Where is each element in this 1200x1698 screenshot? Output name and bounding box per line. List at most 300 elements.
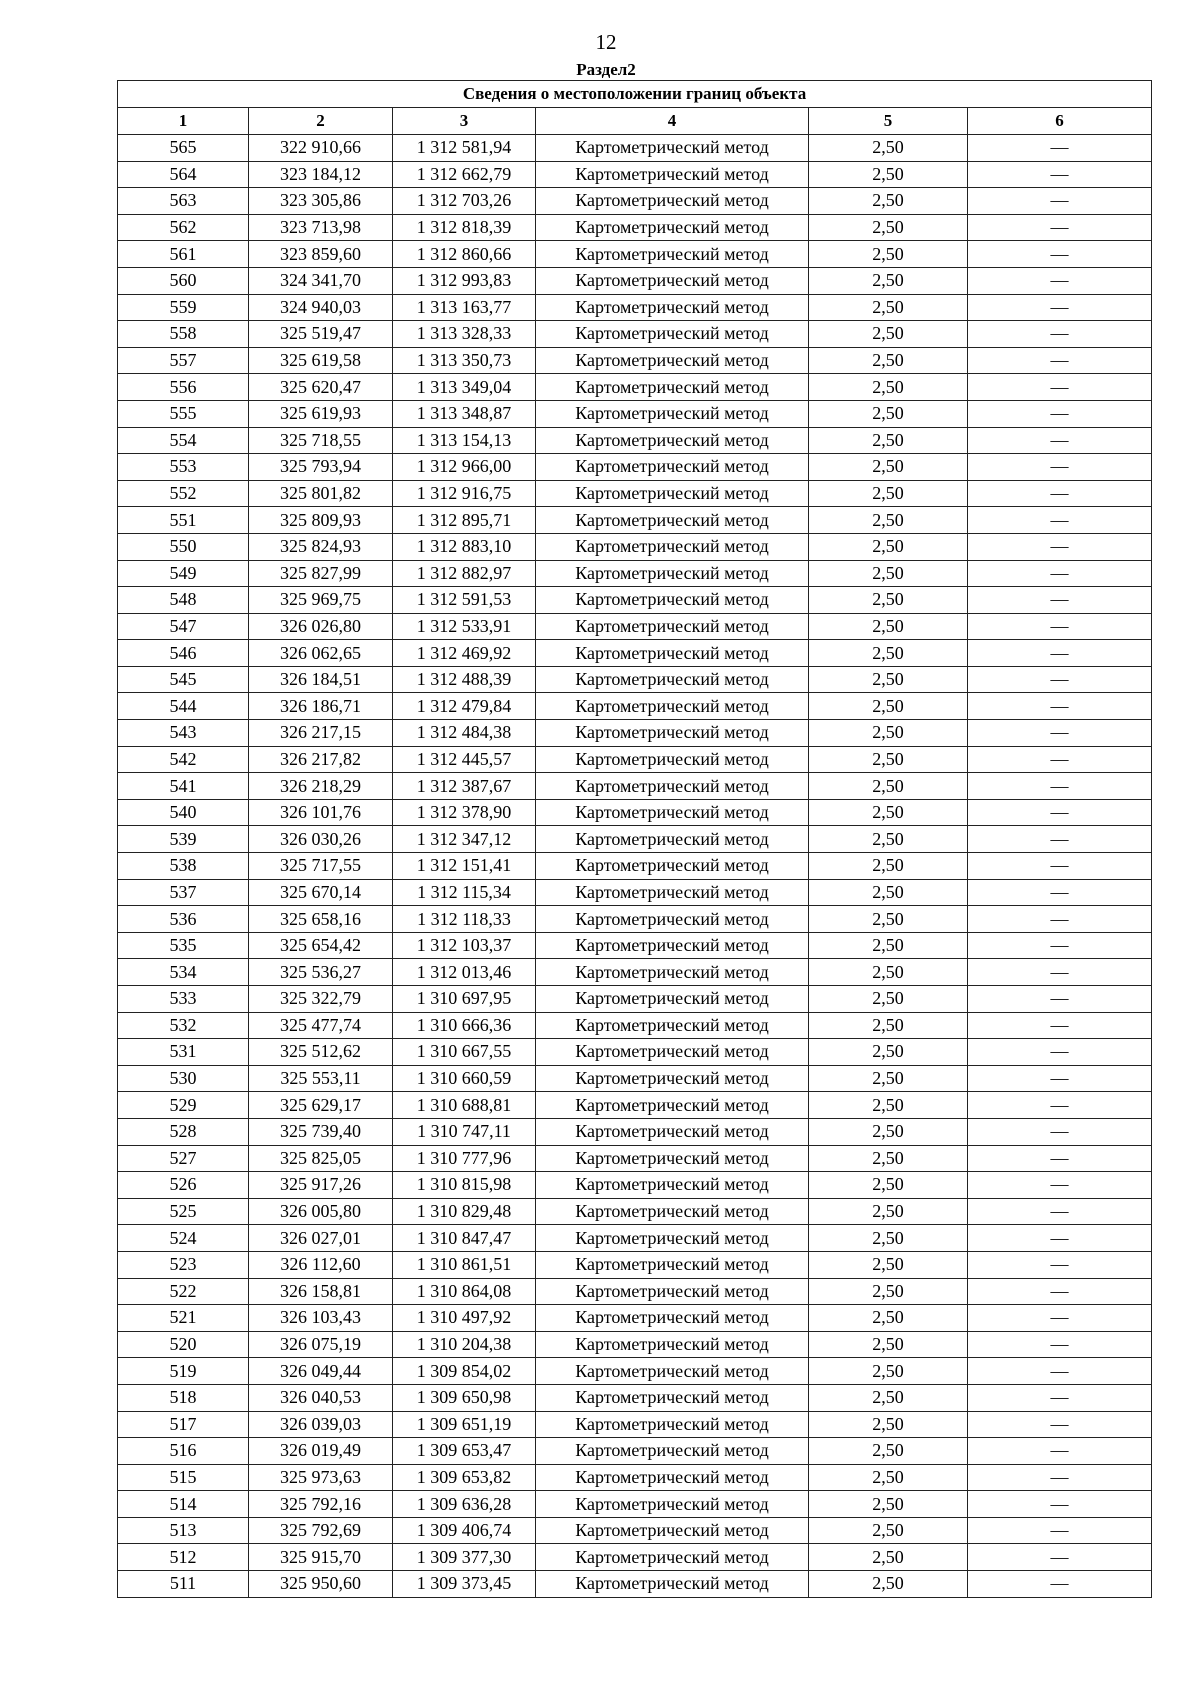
x-coordinate-cell: 322 910,66	[249, 135, 393, 162]
method-cell: Картометрический метод	[536, 321, 809, 348]
point-number-cell: 531	[118, 1039, 249, 1066]
y-coordinate-cell: 1 309 653,82	[393, 1464, 536, 1491]
table-row	[118, 1145, 1152, 1172]
point-number-cell: 561	[118, 241, 249, 268]
accuracy-cell: 2,50	[809, 1464, 968, 1491]
table-row	[118, 427, 1152, 454]
x-coordinate-cell: 325 654,42	[249, 932, 393, 959]
description-cell: —	[968, 1118, 1152, 1145]
point-number-cell: 532	[118, 1012, 249, 1039]
table-row	[118, 746, 1152, 773]
accuracy-cell: 2,50	[809, 1438, 968, 1465]
method-cell: Картометрический метод	[536, 826, 809, 853]
description-cell: —	[968, 507, 1152, 534]
x-coordinate-cell: 325 619,93	[249, 400, 393, 427]
description-cell: —	[968, 773, 1152, 800]
y-coordinate-cell: 1 312 013,46	[393, 959, 536, 986]
y-coordinate-cell: 1 312 591,53	[393, 587, 536, 614]
accuracy-cell: 2,50	[809, 1012, 968, 1039]
table-row	[118, 906, 1152, 933]
x-coordinate-cell: 325 825,05	[249, 1145, 393, 1172]
point-number-cell: 554	[118, 427, 249, 454]
point-number-cell: 564	[118, 161, 249, 188]
point-number-cell: 565	[118, 135, 249, 162]
table-row	[118, 1331, 1152, 1358]
method-cell: Картометрический метод	[536, 1225, 809, 1252]
table-row	[118, 1251, 1152, 1278]
method-cell: Картометрический метод	[536, 959, 809, 986]
description-cell: —	[968, 1571, 1152, 1598]
accuracy-cell: 2,50	[809, 374, 968, 401]
description-cell: —	[968, 1198, 1152, 1225]
description-cell: —	[968, 1278, 1152, 1305]
point-number-cell: 538	[118, 853, 249, 880]
description-cell: —	[968, 1384, 1152, 1411]
method-cell: Картометрический метод	[536, 1278, 809, 1305]
method-cell: Картометрический метод	[536, 1358, 809, 1385]
table-row	[118, 507, 1152, 534]
description-cell: —	[968, 932, 1152, 959]
method-cell: Картометрический метод	[536, 374, 809, 401]
y-coordinate-cell: 1 312 118,33	[393, 906, 536, 933]
point-number-cell: 516	[118, 1438, 249, 1465]
section-title: Раздел2	[576, 60, 636, 79]
y-coordinate-cell: 1 312 469,92	[393, 640, 536, 667]
y-coordinate-cell: 1 310 864,08	[393, 1278, 536, 1305]
column-header: 6	[968, 108, 1152, 135]
method-cell: Картометрический метод	[536, 214, 809, 241]
y-coordinate-cell: 1 312 818,39	[393, 214, 536, 241]
accuracy-cell: 2,50	[809, 773, 968, 800]
table-row	[118, 613, 1152, 640]
x-coordinate-cell: 325 792,69	[249, 1517, 393, 1544]
x-coordinate-cell: 323 184,12	[249, 161, 393, 188]
x-coordinate-cell: 326 049,44	[249, 1358, 393, 1385]
accuracy-cell: 2,50	[809, 986, 968, 1013]
description-cell: —	[968, 1172, 1152, 1199]
description-cell: —	[968, 560, 1152, 587]
table-row	[118, 241, 1152, 268]
table-row	[118, 267, 1152, 294]
accuracy-cell: 2,50	[809, 853, 968, 880]
description-cell: —	[968, 746, 1152, 773]
point-number-cell: 511	[118, 1571, 249, 1598]
x-coordinate-cell: 326 075,19	[249, 1331, 393, 1358]
table-row	[118, 932, 1152, 959]
method-cell: Картометрический метод	[536, 1384, 809, 1411]
accuracy-cell: 2,50	[809, 906, 968, 933]
description-cell: —	[968, 1251, 1152, 1278]
x-coordinate-cell: 326 186,71	[249, 693, 393, 720]
accuracy-cell: 2,50	[809, 746, 968, 773]
x-coordinate-cell: 325 619,58	[249, 347, 393, 374]
x-coordinate-cell: 325 629,17	[249, 1092, 393, 1119]
accuracy-cell: 2,50	[809, 241, 968, 268]
method-cell: Картометрический метод	[536, 294, 809, 321]
accuracy-cell: 2,50	[809, 135, 968, 162]
method-cell: Картометрический метод	[536, 560, 809, 587]
description-cell: —	[968, 1039, 1152, 1066]
x-coordinate-cell: 325 915,70	[249, 1544, 393, 1571]
method-cell: Картометрический метод	[536, 135, 809, 162]
table-row	[118, 1172, 1152, 1199]
method-cell: Картометрический метод	[536, 613, 809, 640]
point-number-cell: 551	[118, 507, 249, 534]
description-cell: —	[968, 1092, 1152, 1119]
method-cell: Картометрический метод	[536, 1039, 809, 1066]
description-cell: —	[968, 826, 1152, 853]
x-coordinate-cell: 325 950,60	[249, 1571, 393, 1598]
y-coordinate-cell: 1 313 163,77	[393, 294, 536, 321]
point-number-cell: 547	[118, 613, 249, 640]
x-coordinate-cell: 323 305,86	[249, 188, 393, 215]
x-coordinate-cell: 325 658,16	[249, 906, 393, 933]
point-number-cell: 552	[118, 480, 249, 507]
point-number-cell: 550	[118, 533, 249, 560]
y-coordinate-cell: 1 310 815,98	[393, 1172, 536, 1199]
method-cell: Картометрический метод	[536, 1464, 809, 1491]
accuracy-cell: 2,50	[809, 1198, 968, 1225]
table-row	[118, 1438, 1152, 1465]
description-cell: —	[968, 1145, 1152, 1172]
description-cell: —	[968, 1358, 1152, 1385]
accuracy-cell: 2,50	[809, 959, 968, 986]
accuracy-cell: 2,50	[809, 507, 968, 534]
y-coordinate-cell: 1 312 662,79	[393, 161, 536, 188]
point-number-cell: 529	[118, 1092, 249, 1119]
point-number-cell: 514	[118, 1491, 249, 1518]
accuracy-cell: 2,50	[809, 321, 968, 348]
point-number-cell: 528	[118, 1118, 249, 1145]
y-coordinate-cell: 1 313 154,13	[393, 427, 536, 454]
description-cell: —	[968, 347, 1152, 374]
y-coordinate-cell: 1 310 666,36	[393, 1012, 536, 1039]
method-cell: Картометрический метод	[536, 480, 809, 507]
description-cell: —	[968, 1065, 1152, 1092]
x-coordinate-cell: 326 040,53	[249, 1384, 393, 1411]
y-coordinate-cell: 1 312 883,10	[393, 533, 536, 560]
point-number-cell: 549	[118, 560, 249, 587]
point-number-cell: 553	[118, 454, 249, 481]
y-coordinate-cell: 1 312 488,39	[393, 666, 536, 693]
y-coordinate-cell: 1 309 377,30	[393, 1544, 536, 1571]
x-coordinate-cell: 325 477,74	[249, 1012, 393, 1039]
point-number-cell: 537	[118, 879, 249, 906]
x-coordinate-cell: 325 809,93	[249, 507, 393, 534]
y-coordinate-cell: 1 309 650,98	[393, 1384, 536, 1411]
table-header-row	[118, 108, 1152, 135]
y-coordinate-cell: 1 313 350,73	[393, 347, 536, 374]
accuracy-cell: 2,50	[809, 826, 968, 853]
table-row	[118, 1411, 1152, 1438]
point-number-cell: 540	[118, 799, 249, 826]
table-row	[118, 853, 1152, 880]
table-row	[118, 1571, 1152, 1598]
accuracy-cell: 2,50	[809, 666, 968, 693]
y-coordinate-cell: 1 312 151,41	[393, 853, 536, 880]
method-cell: Картометрический метод	[536, 720, 809, 747]
method-cell: Картометрический метод	[536, 533, 809, 560]
description-cell: —	[968, 400, 1152, 427]
table-row	[118, 879, 1152, 906]
table-row	[118, 720, 1152, 747]
description-cell: —	[968, 294, 1152, 321]
description-cell: —	[968, 480, 1152, 507]
method-cell: Картометрический метод	[536, 1172, 809, 1199]
table-row	[118, 1517, 1152, 1544]
accuracy-cell: 2,50	[809, 587, 968, 614]
description-cell: —	[968, 188, 1152, 215]
description-cell: —	[968, 853, 1152, 880]
column-header: 4	[536, 108, 809, 135]
description-cell: —	[968, 1305, 1152, 1332]
method-cell: Картометрический метод	[536, 1544, 809, 1571]
x-coordinate-cell: 325 519,47	[249, 321, 393, 348]
accuracy-cell: 2,50	[809, 427, 968, 454]
table-row	[118, 1065, 1152, 1092]
description-cell: —	[968, 666, 1152, 693]
description-cell: —	[968, 1464, 1152, 1491]
method-cell: Картометрический метод	[536, 1251, 809, 1278]
y-coordinate-cell: 1 310 697,95	[393, 986, 536, 1013]
y-coordinate-cell: 1 312 484,38	[393, 720, 536, 747]
point-number-cell: 543	[118, 720, 249, 747]
boundary-table	[117, 80, 1152, 1598]
accuracy-cell: 2,50	[809, 560, 968, 587]
y-coordinate-cell: 1 312 445,57	[393, 746, 536, 773]
point-number-cell: 555	[118, 400, 249, 427]
method-cell: Картометрический метод	[536, 1491, 809, 1518]
table-row	[118, 1305, 1152, 1332]
y-coordinate-cell: 1 313 348,87	[393, 400, 536, 427]
table-row	[118, 1544, 1152, 1571]
method-cell: Картометрический метод	[536, 773, 809, 800]
table-row	[118, 1198, 1152, 1225]
method-cell: Картометрический метод	[536, 1118, 809, 1145]
method-cell: Картометрический метод	[536, 1305, 809, 1332]
description-cell: —	[968, 1517, 1152, 1544]
point-number-cell: 545	[118, 666, 249, 693]
x-coordinate-cell: 326 062,65	[249, 640, 393, 667]
point-number-cell: 541	[118, 773, 249, 800]
point-number-cell: 539	[118, 826, 249, 853]
method-cell: Картометрический метод	[536, 799, 809, 826]
accuracy-cell: 2,50	[809, 613, 968, 640]
accuracy-cell: 2,50	[809, 1411, 968, 1438]
y-coordinate-cell: 1 310 829,48	[393, 1198, 536, 1225]
table-row	[118, 1118, 1152, 1145]
table-row	[118, 294, 1152, 321]
x-coordinate-cell: 326 039,03	[249, 1411, 393, 1438]
method-cell: Картометрический метод	[536, 267, 809, 294]
description-cell: —	[968, 161, 1152, 188]
y-coordinate-cell: 1 312 378,90	[393, 799, 536, 826]
table-caption-row	[118, 81, 1152, 108]
description-cell: —	[968, 986, 1152, 1013]
table-row	[118, 666, 1152, 693]
table-row	[118, 533, 1152, 560]
method-cell: Картометрический метод	[536, 347, 809, 374]
accuracy-cell: 2,50	[809, 1251, 968, 1278]
x-coordinate-cell: 325 670,14	[249, 879, 393, 906]
x-coordinate-cell: 326 101,76	[249, 799, 393, 826]
x-coordinate-cell: 326 103,43	[249, 1305, 393, 1332]
table-row	[118, 799, 1152, 826]
description-cell: —	[968, 906, 1152, 933]
page-number: 12	[595, 30, 617, 54]
y-coordinate-cell: 1 309 373,45	[393, 1571, 536, 1598]
accuracy-cell: 2,50	[809, 161, 968, 188]
y-coordinate-cell: 1 313 349,04	[393, 374, 536, 401]
point-number-cell: 533	[118, 986, 249, 1013]
y-coordinate-cell: 1 310 497,92	[393, 1305, 536, 1332]
y-coordinate-cell: 1 310 847,47	[393, 1225, 536, 1252]
x-coordinate-cell: 325 793,94	[249, 454, 393, 481]
x-coordinate-cell: 326 027,01	[249, 1225, 393, 1252]
accuracy-cell: 2,50	[809, 932, 968, 959]
method-cell: Картометрический метод	[536, 1012, 809, 1039]
x-coordinate-cell: 323 859,60	[249, 241, 393, 268]
description-cell: —	[968, 1491, 1152, 1518]
table-row	[118, 560, 1152, 587]
x-coordinate-cell: 325 322,79	[249, 986, 393, 1013]
y-coordinate-cell: 1 312 993,83	[393, 267, 536, 294]
point-number-cell: 536	[118, 906, 249, 933]
accuracy-cell: 2,50	[809, 214, 968, 241]
point-number-cell: 522	[118, 1278, 249, 1305]
method-cell: Картометрический метод	[536, 161, 809, 188]
accuracy-cell: 2,50	[809, 879, 968, 906]
point-number-cell: 542	[118, 746, 249, 773]
table-row	[118, 1225, 1152, 1252]
y-coordinate-cell: 1 312 581,94	[393, 135, 536, 162]
method-cell: Картометрический метод	[536, 746, 809, 773]
table-row	[118, 480, 1152, 507]
accuracy-cell: 2,50	[809, 1145, 968, 1172]
x-coordinate-cell: 325 973,63	[249, 1464, 393, 1491]
accuracy-cell: 2,50	[809, 1358, 968, 1385]
point-number-cell: 520	[118, 1331, 249, 1358]
description-cell: —	[968, 640, 1152, 667]
point-number-cell: 546	[118, 640, 249, 667]
point-number-cell: 526	[118, 1172, 249, 1199]
method-cell: Картометрический метод	[536, 986, 809, 1013]
description-cell: —	[968, 321, 1152, 348]
y-coordinate-cell: 1 312 387,67	[393, 773, 536, 800]
y-coordinate-cell: 1 312 533,91	[393, 613, 536, 640]
method-cell: Картометрический метод	[536, 1198, 809, 1225]
column-header: 2	[249, 108, 393, 135]
description-cell: —	[968, 799, 1152, 826]
table-row	[118, 374, 1152, 401]
x-coordinate-cell: 326 217,15	[249, 720, 393, 747]
accuracy-cell: 2,50	[809, 1225, 968, 1252]
point-number-cell: 560	[118, 267, 249, 294]
method-cell: Картометрический метод	[536, 1092, 809, 1119]
accuracy-cell: 2,50	[809, 640, 968, 667]
x-coordinate-cell: 325 917,26	[249, 1172, 393, 1199]
y-coordinate-cell: 1 310 660,59	[393, 1065, 536, 1092]
description-cell: —	[968, 533, 1152, 560]
table-caption: Сведения о местоположении границ объекта	[118, 81, 1152, 108]
accuracy-cell: 2,50	[809, 1491, 968, 1518]
table-row	[118, 188, 1152, 215]
point-number-cell: 558	[118, 321, 249, 348]
table-row	[118, 347, 1152, 374]
point-number-cell: 530	[118, 1065, 249, 1092]
table-row	[118, 693, 1152, 720]
y-coordinate-cell: 1 310 667,55	[393, 1039, 536, 1066]
y-coordinate-cell: 1 310 204,38	[393, 1331, 536, 1358]
x-coordinate-cell: 324 940,03	[249, 294, 393, 321]
table-row	[118, 1491, 1152, 1518]
x-coordinate-cell: 325 536,27	[249, 959, 393, 986]
method-cell: Картометрический метод	[536, 932, 809, 959]
table-row	[118, 986, 1152, 1013]
accuracy-cell: 2,50	[809, 720, 968, 747]
point-number-cell: 557	[118, 347, 249, 374]
y-coordinate-cell: 1 313 328,33	[393, 321, 536, 348]
point-number-cell: 563	[118, 188, 249, 215]
description-cell: —	[968, 959, 1152, 986]
x-coordinate-cell: 326 217,82	[249, 746, 393, 773]
x-coordinate-cell: 325 553,11	[249, 1065, 393, 1092]
x-coordinate-cell: 325 512,62	[249, 1039, 393, 1066]
description-cell: —	[968, 587, 1152, 614]
method-cell: Картометрический метод	[536, 1065, 809, 1092]
table-row	[118, 1039, 1152, 1066]
y-coordinate-cell: 1 310 777,96	[393, 1145, 536, 1172]
point-number-cell: 548	[118, 587, 249, 614]
y-coordinate-cell: 1 310 747,11	[393, 1118, 536, 1145]
x-coordinate-cell: 325 801,82	[249, 480, 393, 507]
method-cell: Картометрический метод	[536, 879, 809, 906]
description-cell: —	[968, 267, 1152, 294]
x-coordinate-cell: 325 739,40	[249, 1118, 393, 1145]
accuracy-cell: 2,50	[809, 480, 968, 507]
description-cell: —	[968, 1331, 1152, 1358]
method-cell: Картометрический метод	[536, 853, 809, 880]
accuracy-cell: 2,50	[809, 799, 968, 826]
method-cell: Картометрический метод	[536, 1331, 809, 1358]
x-coordinate-cell: 326 158,81	[249, 1278, 393, 1305]
description-cell: —	[968, 720, 1152, 747]
x-coordinate-cell: 326 218,29	[249, 773, 393, 800]
x-coordinate-cell: 326 112,60	[249, 1251, 393, 1278]
y-coordinate-cell: 1 310 688,81	[393, 1092, 536, 1119]
table-row	[118, 321, 1152, 348]
x-coordinate-cell: 325 969,75	[249, 587, 393, 614]
description-cell: —	[968, 613, 1152, 640]
accuracy-cell: 2,50	[809, 1118, 968, 1145]
point-number-cell: 512	[118, 1544, 249, 1571]
table-row	[118, 640, 1152, 667]
y-coordinate-cell: 1 309 406,74	[393, 1517, 536, 1544]
x-coordinate-cell: 323 713,98	[249, 214, 393, 241]
description-cell: —	[968, 454, 1152, 481]
y-coordinate-cell: 1 309 854,02	[393, 1358, 536, 1385]
table-row	[118, 826, 1152, 853]
point-number-cell: 524	[118, 1225, 249, 1252]
table-row	[118, 135, 1152, 162]
point-number-cell: 525	[118, 1198, 249, 1225]
table-row	[118, 400, 1152, 427]
method-cell: Картометрический метод	[536, 1517, 809, 1544]
accuracy-cell: 2,50	[809, 533, 968, 560]
table-row	[118, 454, 1152, 481]
y-coordinate-cell: 1 312 103,37	[393, 932, 536, 959]
point-number-cell: 556	[118, 374, 249, 401]
